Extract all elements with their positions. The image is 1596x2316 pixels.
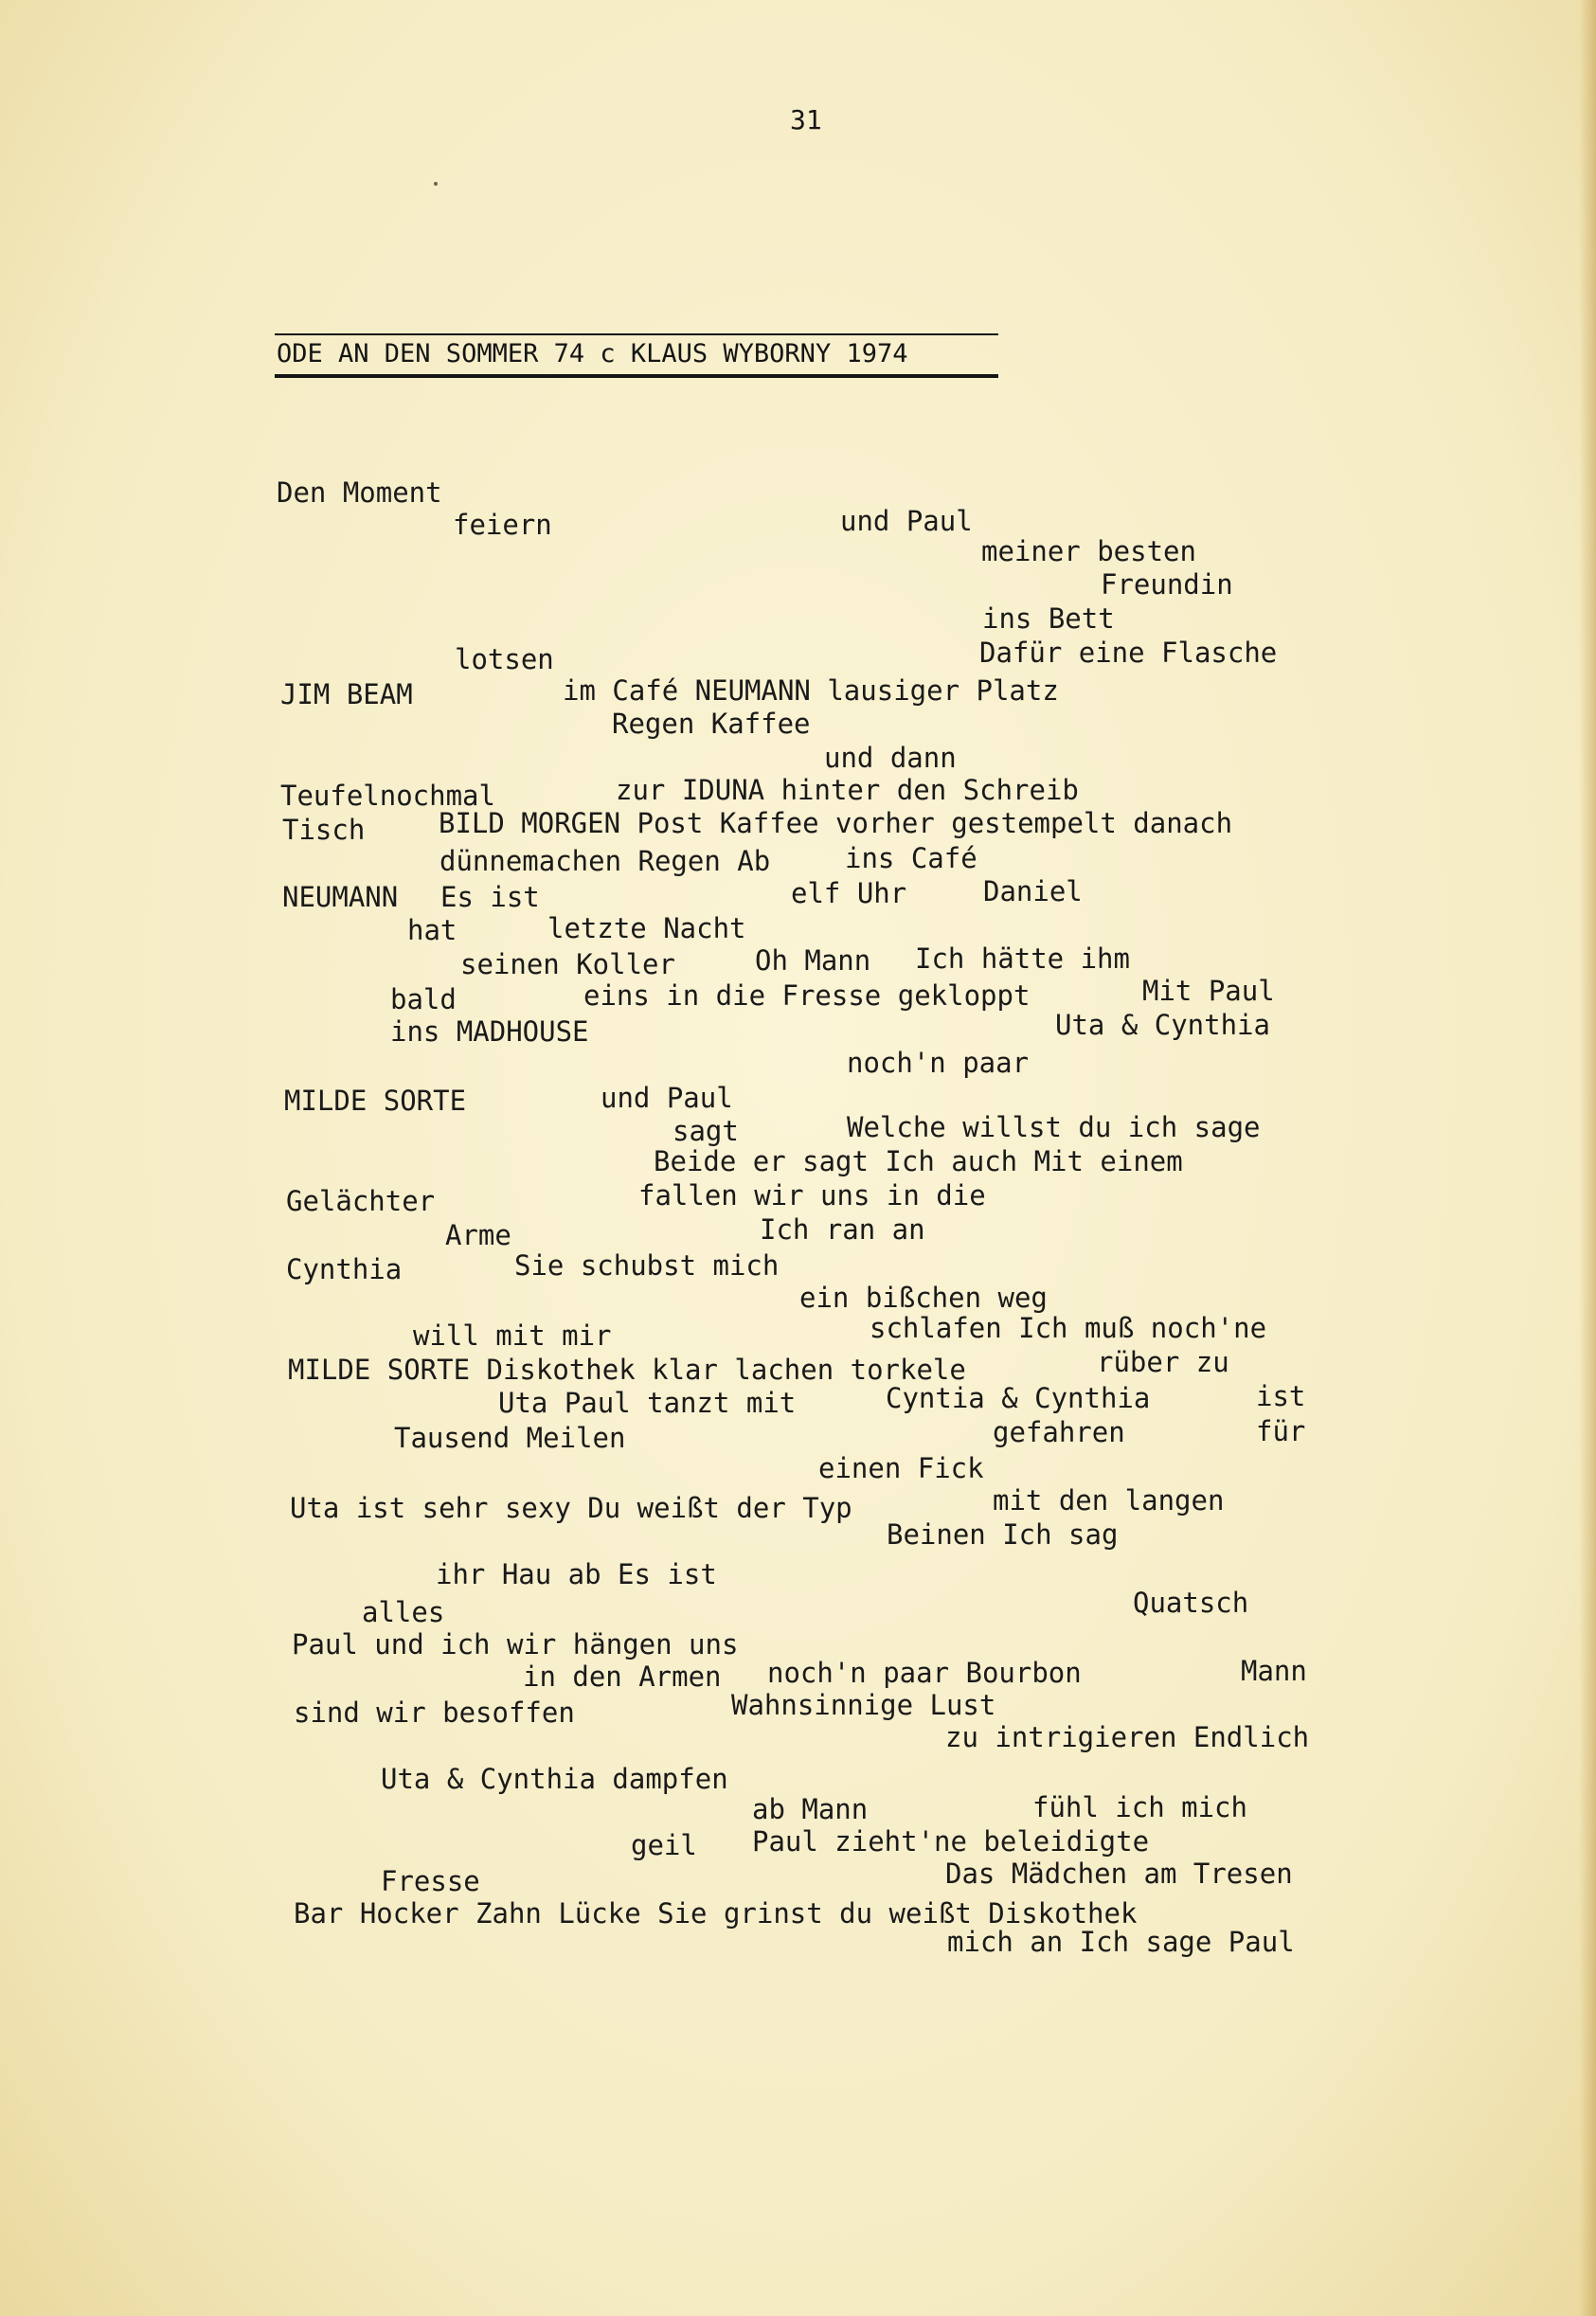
poem-fragment: Oh Mann — [755, 944, 871, 977]
poem-fragment: für — [1256, 1415, 1306, 1447]
poem-fragment: BILD MORGEN Post Kaffee vorher gestempelt danach — [439, 807, 1233, 839]
poem-fragment: JIM BEAM — [280, 678, 413, 710]
poem-fragment: Den Moment — [277, 476, 442, 509]
poem-fragment: MILDE SORTE — [284, 1085, 467, 1117]
poem-fragment: fühl ich mich — [1032, 1791, 1247, 1823]
poem-fragment: Sie schubst mich — [514, 1249, 780, 1282]
poem-fragment: Beide er sagt Ich auch Mit einem — [654, 1145, 1183, 1177]
poem-fragment: Wahnsinnige Lust — [731, 1689, 996, 1721]
poem-fragment: eins in die Fresse gekloppt — [583, 979, 1031, 1012]
poem-fragment: zur IDUNA hinter den Schreib — [616, 774, 1079, 806]
poem-fragment: ins Café — [845, 842, 977, 874]
poem-fragment: ihr Hau ab Es ist — [436, 1558, 717, 1590]
poem-fragment: seinen Koller — [460, 948, 675, 980]
poem-fragment: Bar Hocker Zahn Lücke Sie grinst du weißt Diskothek — [294, 1897, 1138, 1930]
poem-fragment: Uta & Cynthia dampfen — [381, 1763, 728, 1795]
poem-fragment: elf Uhr — [791, 877, 907, 909]
poem-fragment: letzte Nacht — [547, 912, 746, 944]
poem-fragment: im Café NEUMANN lausiger Platz — [563, 674, 1059, 707]
poem-fragment: schlafen Ich muß noch'ne — [870, 1312, 1267, 1344]
poem-fragment: Ich hätte ihm — [915, 943, 1130, 975]
page-edge-shadow — [1579, 0, 1596, 2316]
poem-fragment: ein bißchen weg — [799, 1282, 1048, 1314]
poem-fragment: ins MADHOUSE — [390, 1015, 589, 1048]
poem-fragment: Uta Paul tanzt mit — [498, 1387, 797, 1419]
poem-fragment: alles — [362, 1596, 445, 1628]
poem-fragment: Es ist — [440, 881, 540, 913]
poem-fragment: Ich ran an — [760, 1213, 925, 1246]
poem-fragment: meiner besten — [981, 535, 1196, 567]
poem-fragment: Cynthia — [286, 1253, 403, 1285]
poem-fragment: fallen wir uns in die — [638, 1179, 986, 1212]
poem-fragment: Dafür eine Flasche — [979, 637, 1278, 669]
poem-fragment: Fresse — [381, 1865, 480, 1897]
poem-fragment: lotsen — [455, 643, 554, 675]
poem-fragment: einen Fick — [818, 1452, 984, 1484]
poem-fragment: geil — [631, 1829, 697, 1861]
poem-fragment: mich an Ich sage Paul — [947, 1926, 1295, 1958]
paper-speck — [434, 182, 438, 186]
poem-fragment: Gelächter — [286, 1185, 436, 1217]
poem-fragment: NEUMANN — [282, 881, 399, 913]
poem-fragment: Mit Paul — [1142, 975, 1275, 1007]
poem-fragment: mit den langen — [993, 1484, 1225, 1517]
poem-fragment: Daniel — [983, 875, 1083, 907]
poem-fragment: und dann — [824, 742, 957, 774]
poem-fragment: Regen Kaffee — [612, 708, 811, 740]
page-number: 31 — [790, 104, 822, 135]
poem-fragment: in den Armen — [523, 1661, 722, 1693]
poem-fragment: hat — [407, 914, 457, 946]
poem-fragment: und Paul — [840, 505, 973, 537]
poem-fragment: sagt — [672, 1115, 739, 1147]
poem-fragment: Mann — [1241, 1655, 1307, 1687]
poem-fragment: MILDE SORTE Diskothek klar lachen torkele — [288, 1354, 966, 1386]
poem-fragment: Paul zieht'ne beleidigte — [752, 1825, 1150, 1858]
poem-fragment: will mit mir — [413, 1320, 612, 1352]
poem-fragment: Quatsch — [1133, 1587, 1249, 1619]
poem-fragment: rüber zu — [1097, 1346, 1229, 1378]
poem-fragment: bald — [390, 983, 457, 1015]
poem-fragment: Arme — [445, 1219, 511, 1251]
poem-fragment: Cyntia & Cynthia — [886, 1382, 1151, 1414]
poem-fragment: noch'n paar — [847, 1047, 1030, 1079]
poem-fragment: gefahren — [993, 1416, 1125, 1448]
poem-fragment: ab Mann — [752, 1793, 869, 1825]
poem-fragment: ins Bett — [982, 602, 1115, 635]
poem-fragment: Welche willst du ich sage — [847, 1111, 1261, 1143]
poem-fragment: Teufelnochmal — [280, 780, 495, 812]
poem-fragment: ist — [1256, 1380, 1306, 1412]
poem-fragment: Freundin — [1101, 568, 1233, 601]
poem-fragment: feiern — [453, 509, 552, 541]
poem-fragment: zu intrigieren Endlich — [945, 1721, 1310, 1753]
poem-fragment: Beinen Ich sag — [887, 1518, 1119, 1551]
poem-fragment: Tausend Meilen — [394, 1422, 626, 1454]
poem-fragment: Paul und ich wir hängen uns — [292, 1628, 739, 1661]
poem-fragment: Uta ist sehr sexy Du weißt der Typ — [290, 1492, 852, 1524]
poem-fragment: noch'n paar Bourbon — [767, 1657, 1082, 1689]
poem-fragment: Uta & Cynthia — [1055, 1009, 1270, 1041]
poem-fragment: dünnemachen Regen Ab — [439, 845, 771, 877]
poem-fragment: Tisch — [282, 814, 366, 846]
poem-title: ODE AN DEN SOMMER 74 c KLAUS WYBORNY 1974 — [275, 333, 998, 378]
poem-fragment: sind wir besoffen — [294, 1697, 575, 1729]
poem-fragment: und Paul — [601, 1082, 733, 1114]
poem-fragment: Das Mädchen am Tresen — [945, 1858, 1293, 1890]
